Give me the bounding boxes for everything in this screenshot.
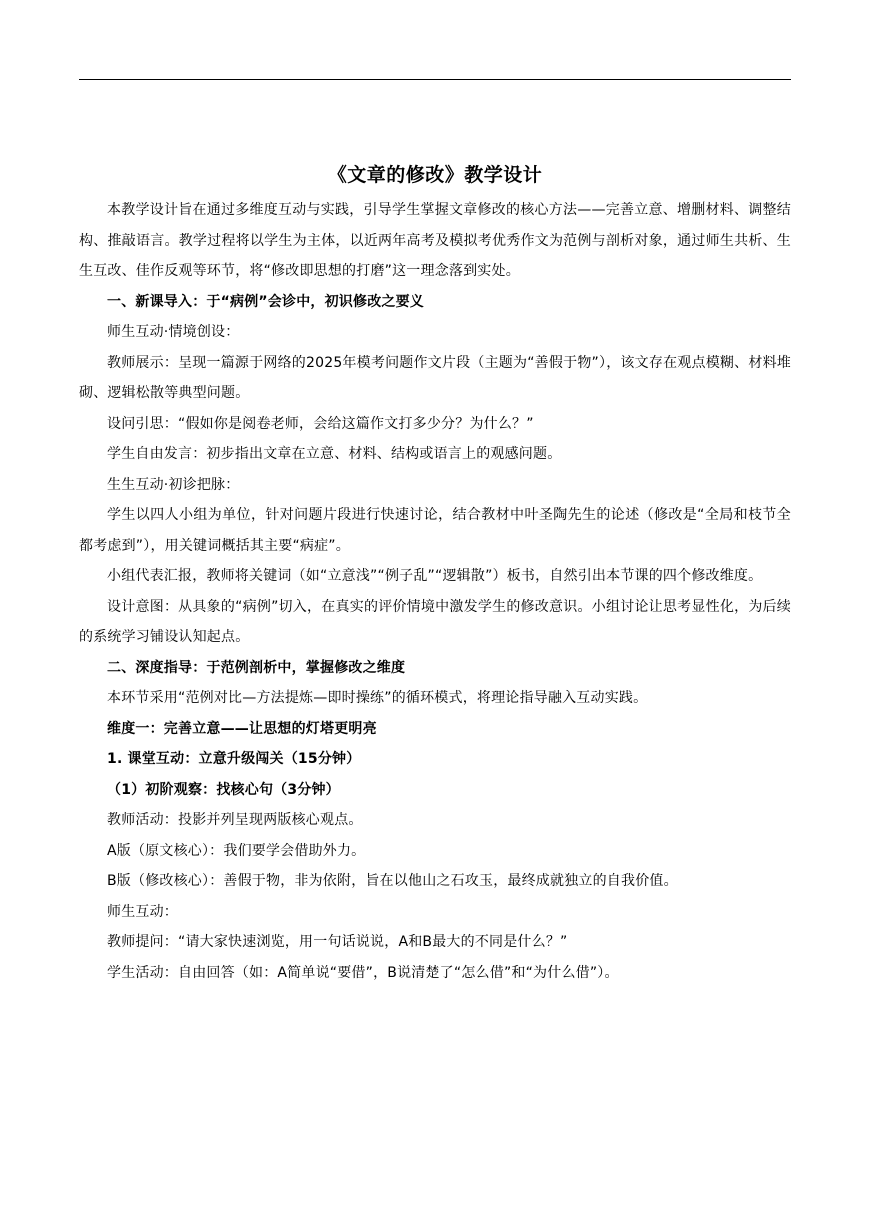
paragraph: 本环节采用“范例对比—方法提炼—即时操练”的循环模式，将理论指导融入互动实践。 [107,690,648,706]
section-heading: 一、新课导入：于“病例”会诊中，初识修改之要义 [107,293,425,310]
paragraph: A版（原文核心）：我们要学会借助外力。 [107,842,366,859]
section-heading: 二、深度指导：于范例剖析中，掌握修改之维度 [107,659,406,676]
paragraph: 教师提问：“请大家快速浏览，用一句话说说，A和B最大的不同是什么？” [107,934,568,950]
paragraph: 教师活动：投影并列呈现两版核心观点。 [107,812,363,828]
document-title: 《文章的修改》教学设计 [327,164,543,186]
section-heading: （1）初阶观察：找核心句（3分钟） [107,781,340,798]
paragraph: 教师展示：呈现一篇源于网络的2025年模考问题作文片段（主题为“善假于物”），该文存在观点模糊、材料堆砌、逻辑松散等典型问题。 [79,354,791,401]
paragraph: 设问引思：“假如你是阅卷老师，会给这篇作文打多少分？为什么？” [107,415,534,432]
paragraph-list [79,195,791,988]
paragraph: B版（修改核心）：善假于物，非为依附，旨在以他山之石攻玉，最终成就独立的自我价值。 [107,873,678,889]
header-rule [79,79,791,80]
paragraph: 师生互动·情境创设： [107,324,240,340]
paragraph: 生生互动·初诊把脉： [107,476,240,493]
paragraph: 学生自由发言：初步指出文章在立意、材料、结构或语言上的观感问题。 [107,446,562,462]
paragraph: 学生活动：自由回答（如：A简单说“要借”，B说清楚了“怎么借”和“为什么借”）。 [107,964,619,981]
section-heading: 维度一：完善立意——让思想的灯塔更明亮 [107,720,377,737]
document-body [79,155,791,988]
paragraph: 设计意图：从具象的“病例”切入，在真实的评价情境中激发学生的修改意识。小组讨论让思考显性化，为后续的系统学习铺设认知起点。 [79,598,791,645]
paragraph: 师生互动： [107,903,178,920]
paragraph: 学生以四人小组为单位，针对问题片段进行快速讨论，结合教材中叶圣陶先生的论述（修改是“全局和枝节全都考虑到”），用关键词概括其主要“病症”。 [79,507,791,554]
paragraph: 本教学设计旨在通过多维度互动与实践，引导学生掌握文章修改的核心方法——完善立意、增删材料、调整结构、推敲语言。教学过程将以学生为主体，以近两年高考及模拟考优秀作文为范例与剖析对象，通过师生共析、生生互改、佳作反观等环节，将“修改即思想的打磨”这一理念落到实处。 [79,202,791,279]
section-heading: 1. 课堂互动：立意升级闯关（15分钟） [107,751,361,767]
paragraph: 小组代表汇报，教师将关键词（如“立意浅”“例子乱”“逻辑散”）板书，自然引出本节课的四个修改维度。 [107,568,763,584]
